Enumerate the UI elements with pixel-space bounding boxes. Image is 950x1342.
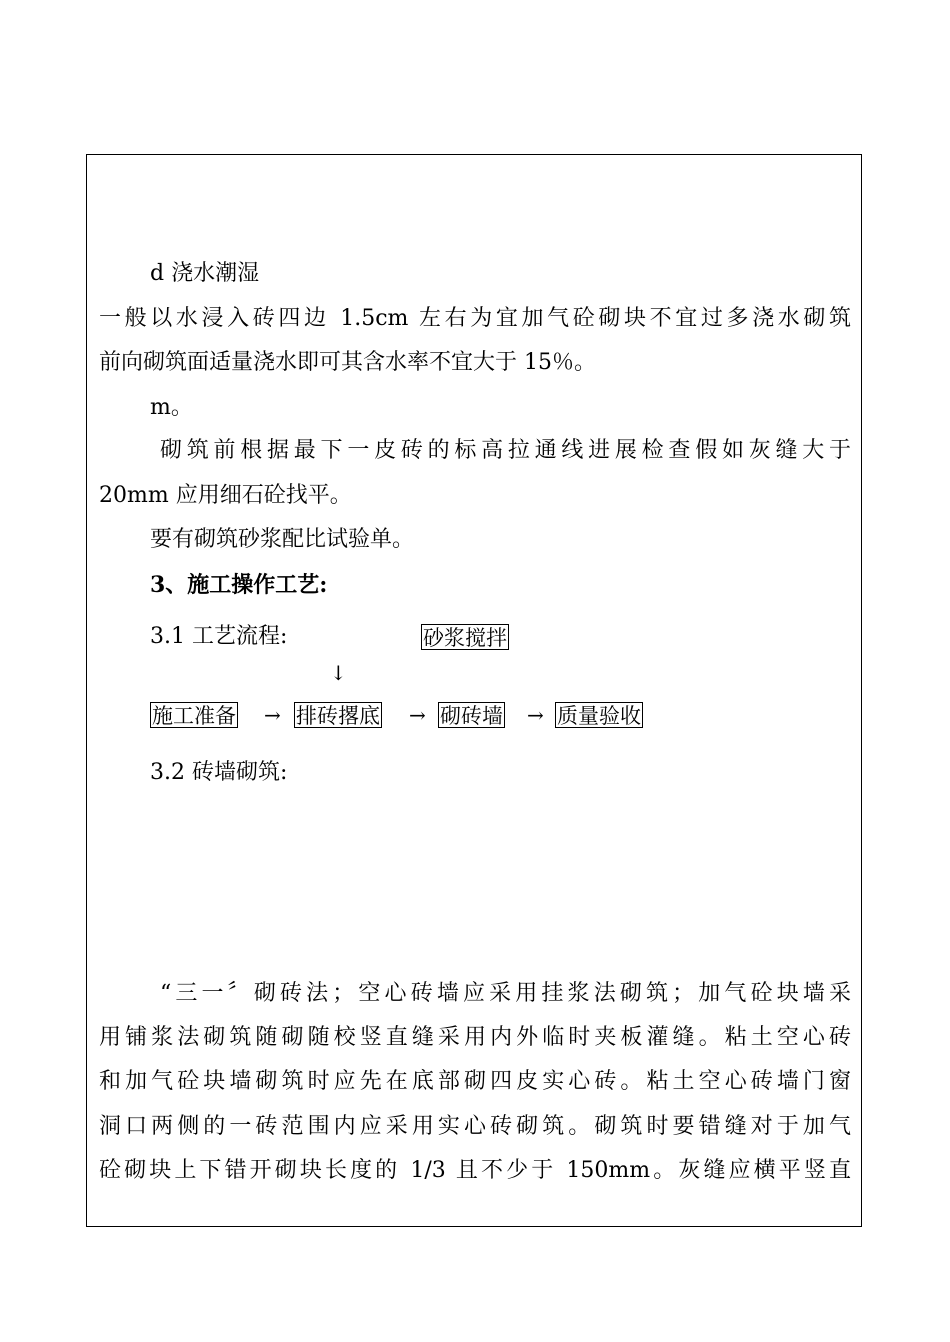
mortar-note: 要有砌筑砂浆配比试验单。 [150,527,415,552]
arrow-right-icon: → [264,703,281,727]
arrow-down-icon: ↓ [330,661,347,685]
m-line: m。 [150,395,193,420]
arrow-right-icon: → [527,703,544,727]
masonry-para-line: 和加气砼块墙砌筑时应先在底部砌四皮实心砖。粘土空心砖墙门窗 [99,1069,851,1094]
masonry-para-line: “三一〞砌砖法；空心砖墙应采用挂浆法砌筑；加气砼块墙采 [160,981,851,1006]
flow-step-brick-wall: 砌砖墙 [440,704,503,728]
section3-title: 3、施工操作工艺: [150,572,328,598]
flow-label: 3.1 工艺流程: [150,624,288,649]
flow-step-preparation: 施工准备 [152,704,236,728]
arrow-right-icon: → [409,703,426,727]
leveling-line2: 20mm 应用细石砼找平。 [99,483,352,508]
masonry-para-line: 洞口两侧的一砖范围内应采用实心砖砌筑。砌筑时要错缝对于加气 [99,1114,851,1139]
flow-step-brick-layout: 排砖撂底 [296,704,380,728]
flow-step-quality-acceptance: 质量验收 [557,704,641,728]
flow-step-mortar-mixing: 砂浆搅拌 [423,626,507,650]
wall-label: 3.2 砖墙砌筑: [150,760,288,785]
section-d-para-line2: 前向砌筑面适量浇水即可其含水率不宜大于 15％。 [99,350,596,375]
leveling-line1: 砌筑前根据最下一皮砖的标高拉通线进展检查假如灰缝大于 [160,438,851,463]
masonry-para-line: 砼砌块上下错开砌块长度的 1/3 且不少于 150mm。灰缝应横平竖直 [99,1158,851,1183]
masonry-para-line: 用铺浆法砌筑随砌随校竖直缝采用内外临时夹板灌缝。粘土空心砖 [99,1025,851,1050]
section-d-heading: d 浇水潮湿 [150,261,260,286]
section-d-para-line1: 一般以水浸入砖四边 1.5cm 左右为宜加气砼砌块不宜过多浇水砌筑 [99,306,851,331]
